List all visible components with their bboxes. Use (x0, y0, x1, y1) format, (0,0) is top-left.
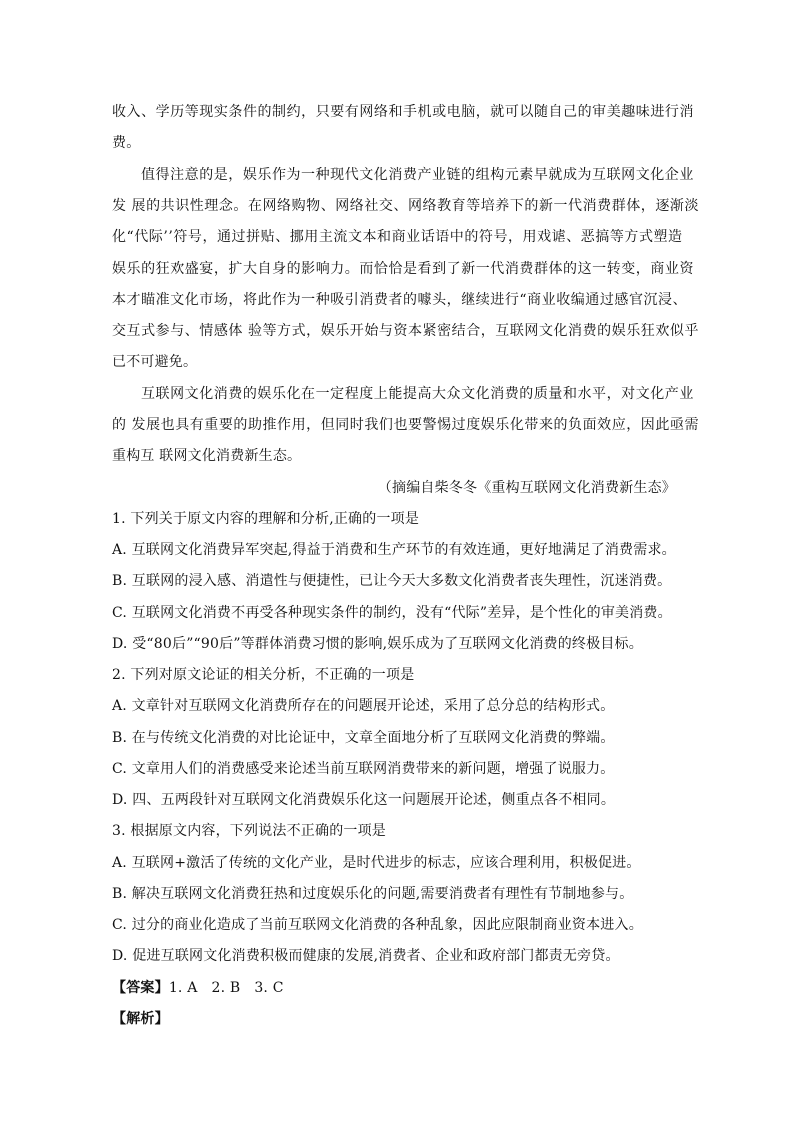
answer-line (112, 978, 284, 998)
question-2-stem: 2. 下列对原文论证的相关分析，不正确的一项是 (112, 667, 415, 683)
question-1-option-c: C. 互联网文化消费不再受各种现实条件的制约，没有“代际”差异，是个性化的审美消费。 (112, 605, 672, 621)
question-1-option-d: D. 受“80后”“90后”等群体消费习惯的影响,娱乐成为了互联网文化消费的终极目标。 (112, 636, 643, 652)
paragraph-3-line-2: 的 发展也具有重要的助推作用，但同时我们也要警惕过度娱乐化带来的负面效应，因此亟需 (112, 417, 699, 433)
question-2-option-a: A. 文章针对互联网文化消费所存在的问题展开论述，采用了总分总的结构形式。 (112, 698, 615, 714)
question-3-option-a: A. 互联网+激活了传统的文化产业，是时代进步的标志，应该合理利用，积极促进。 (112, 855, 641, 871)
answer-label: 【答案】 (112, 980, 169, 996)
paragraph-1-line-1: 收入、学历等现实条件的制约，只要有网络和手机或电脑，就可以随自己的审美趣味进行消 (112, 104, 694, 120)
question-3-stem: 3. 根据原文内容，下列说法不正确的一项是 (112, 823, 387, 839)
question-1-option-a: A. 互联网文化消费异军突起,得益于消费和生产环节的有效连通，更好地满足了消费需求。 (112, 542, 676, 558)
paragraph-2-line-4: 娱乐的狂欢盛宴，扩大自身的影响力。而恰恰是看到了新一代消费群体的这一转变，商业资 (112, 261, 694, 277)
question-2-option-d: D. 四、五两段针对互联网文化消费娱乐化这一问题展开论述，侧重点各不相同。 (112, 792, 616, 808)
analysis-label: 【解析】 (112, 1011, 169, 1027)
question-2-option-b: B. 在与传统文化消费的对比论证中，文章全面地分析了互联网文化消费的弊端。 (112, 730, 615, 746)
paragraph-2-line-1: 值得注意的是，娱乐作为一种现代文化消费产业链的组构元素早就成为互联网文化企业 (141, 167, 694, 183)
answer-values: 1. A 2. B 3. C (168, 980, 284, 996)
paragraph-2-line-7: 已不可避免。 (112, 354, 198, 370)
paragraph-2-line-6: 交互式参与、情感体 验等方式，娱乐开始与资本紧密结合，互联网文化消费的娱乐狂欢似乎 (112, 323, 699, 339)
source-citation: （摘编自柴冬冬《重构互联网文化消费新生态》 (377, 480, 676, 496)
question-3-option-b: B. 解决互联网文化消费狂热和过度娱乐化的问题,需要消费者有理性有节制地参与。 (112, 886, 634, 902)
paragraph-3-line-1: 互联网文化消费的娱乐化在一定程度上能提高大众文化消费的质量和水平，对文化产业 (141, 386, 694, 402)
question-2-option-c: C. 文章用人们的消费感受来论述当前互联网消费带来的新问题，增强了说服力。 (112, 761, 615, 777)
question-1-option-b: B. 互联网的浸入感、消遣性与便捷性，已让今天大多数文化消费者丧失理性，沉迷消费。 (112, 573, 672, 589)
paragraph-2-line-2: 发 展的共识性理念。在网络购物、网络社交、网络教育等培养下的新一代消费群体，逐渐淡 (112, 198, 699, 214)
paragraph-3-line-3: 重构互 联网文化消费新生态。 (112, 448, 302, 464)
question-3-option-d: D. 促进互联网文化消费积极而健康的发展,消费者、企业和政府部门都责无旁贷。 (112, 948, 620, 964)
question-1-stem: 1. 下列关于原文内容的理解和分析,正确的一项是 (112, 511, 420, 527)
question-3-option-c: C. 过分的商业化造成了当前互联网文化消费的各种乱象，因此应限制商业资本进入。 (112, 917, 643, 933)
paragraph-1-line-2: 费。 (112, 135, 141, 151)
paragraph-2-line-5: 本才瞄准文化市场，将此作为一种吸引消费者的噱头，继续进行“商业收编通过感官沉浸、 (112, 292, 688, 308)
paragraph-2-line-3: 化“代际’’符号，通过拼贴、挪用主流文本和商业话语中的符号，用戏谑、恶搞等方式塑造 (112, 229, 683, 245)
